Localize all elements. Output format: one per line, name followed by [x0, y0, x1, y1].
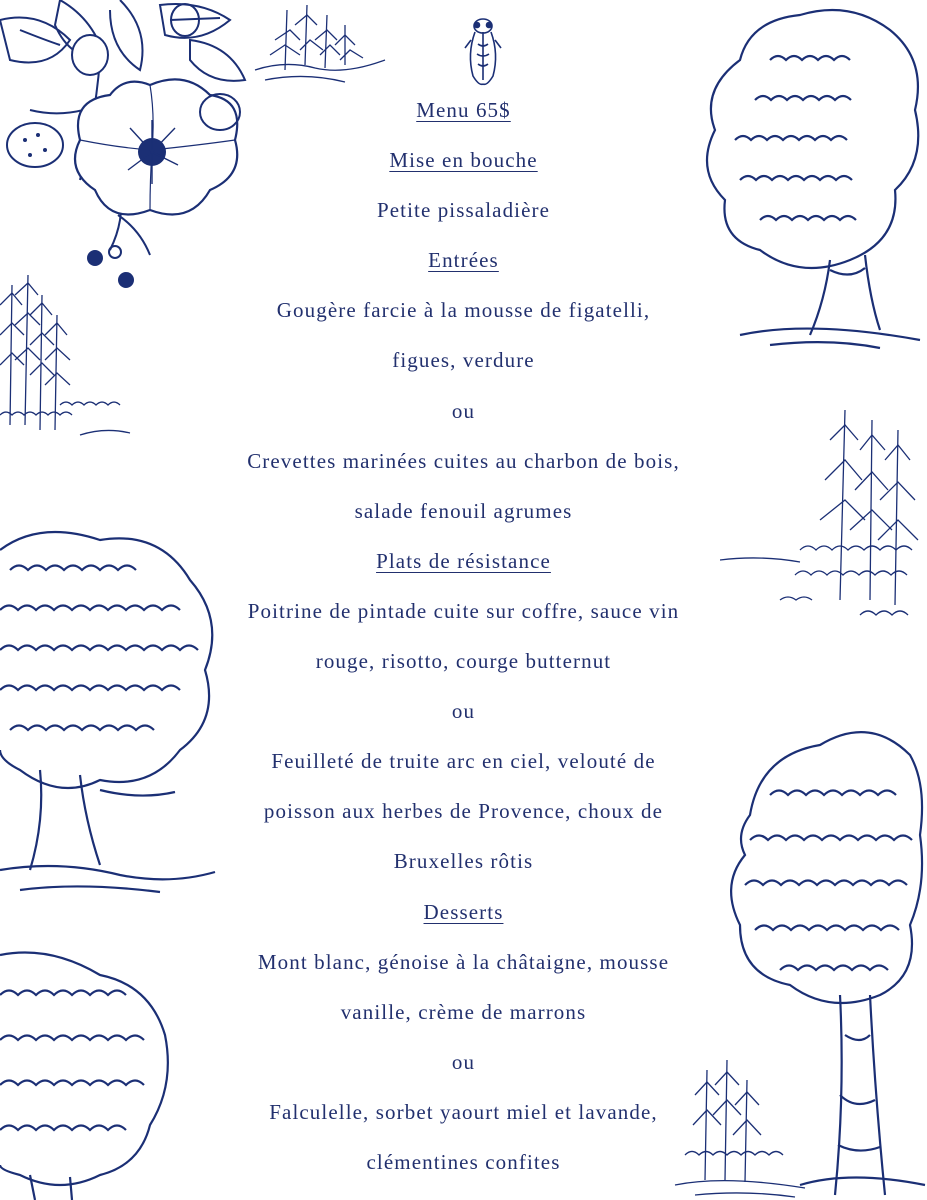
- menu-item-line: salade fenouil agrumes: [354, 498, 573, 523]
- menu-section-heading: Desserts: [423, 899, 504, 924]
- menu-item-line: ou: [451, 1049, 476, 1074]
- menu-item-line: clémentines confites: [366, 1149, 561, 1174]
- tree-icon: [0, 945, 175, 1200]
- menu-item-line: rouge, risotto, courge butternut: [315, 649, 612, 674]
- forest-icon: [0, 265, 135, 445]
- menu-section-heading: Entrées: [428, 248, 499, 273]
- menu-item-line: Falculelle, sorbet yaourt miel et lavande,: [269, 1099, 658, 1124]
- menu-item-line: Crevettes marinées cuites au charbon de bois,: [247, 448, 680, 473]
- menu-item-line: Feuilleté de truite arc en ciel, velouté de: [271, 749, 656, 774]
- menu-item-line: Petite pissaladière: [376, 198, 551, 223]
- forest-icon: [720, 400, 927, 635]
- menu-text: [180, 92, 747, 1194]
- menu-item-line: Mont blanc, génoise à la châtaigne, mousse: [257, 949, 670, 974]
- menu-item-line: poisson aux herbes de Provence, choux de: [263, 799, 664, 824]
- menu-item-line: Bruxelles rôtis: [393, 849, 534, 874]
- menu-item-line: figues, verdure: [392, 348, 535, 373]
- forest-icon: [245, 0, 395, 95]
- menu-lines: [180, 142, 747, 1194]
- menu-section-heading: Mise en bouche: [389, 148, 538, 173]
- menu-item-line: vanille, crème de marrons: [340, 999, 587, 1024]
- menu-item-line: ou: [451, 398, 476, 423]
- menu-item-line: Poitrine de pintade cuite sur coffre, sauce vin: [247, 598, 680, 623]
- menu-item-line: ou: [451, 699, 476, 724]
- cicada-icon: [463, 14, 503, 88]
- menu-section-heading: Plats de résistance: [376, 548, 551, 573]
- menu-item-line: Gougère farcie à la mousse de figatelli,: [276, 298, 651, 323]
- menu-title: Menu 65$: [416, 98, 511, 122]
